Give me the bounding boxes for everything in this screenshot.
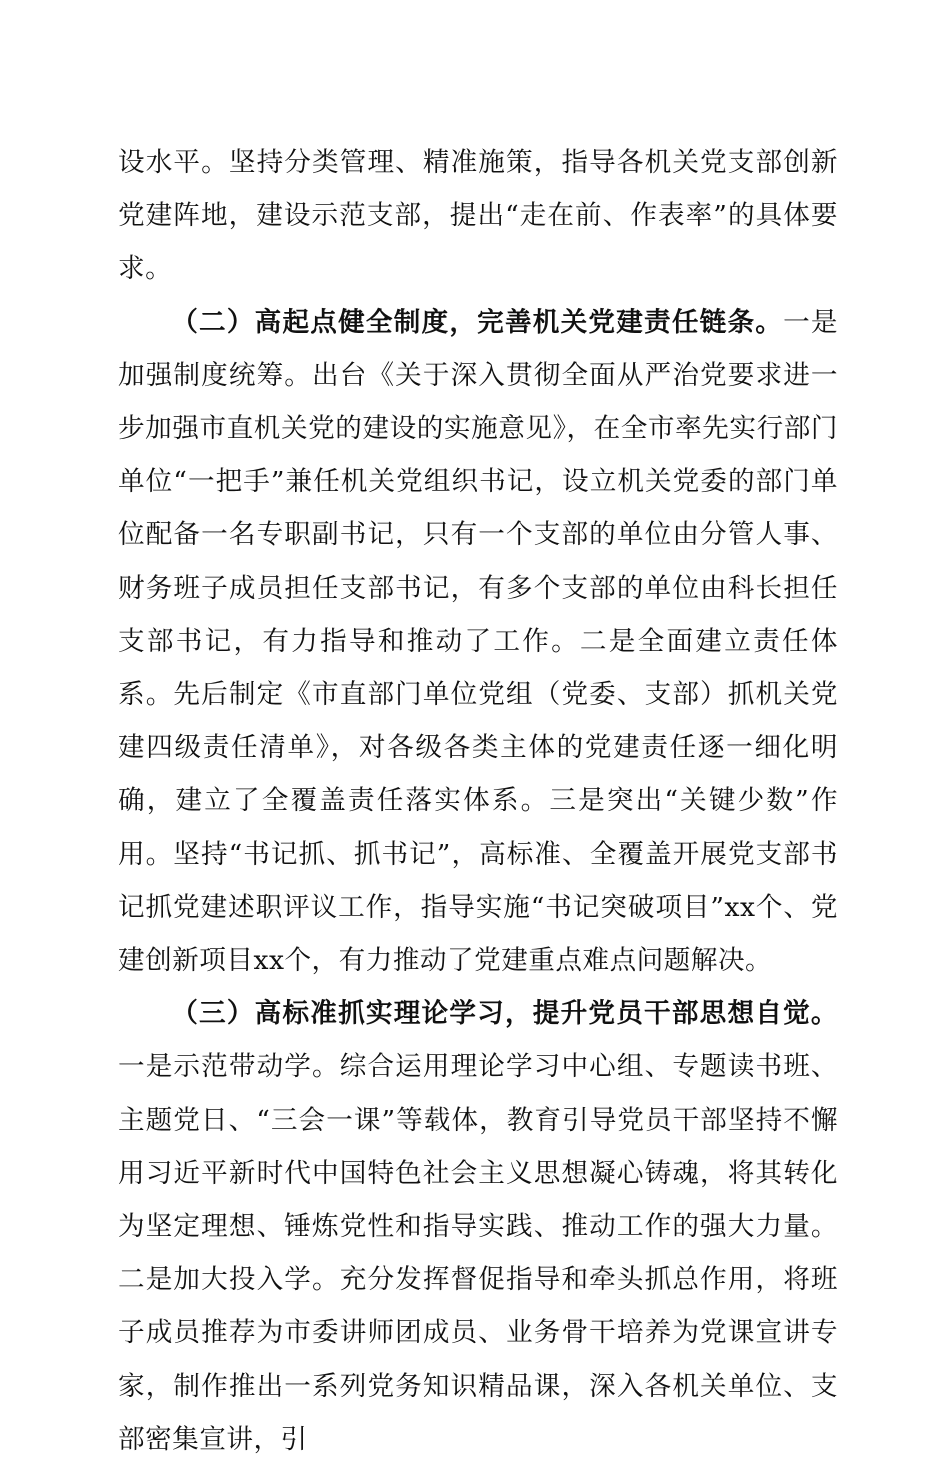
- section-3-body: 一是示范带动学。综合运用理论学习中心组、专题读书班、主题党日、“三会一课”等载体，教育引导党员干部坚持不懈用习近平新时代中国特色社会主义思想凝心铸魂，将其转化为坚定理想、锤炼党性和指导实践、推动工作的强大力量。二是加大投入学。充分发挥督促指导和牵头抓总作用，将班子成员推荐为市委讲师团成员、业务骨干培养为党课宣讲专家，制作推出一系列党务知识精品课，深入各机关单位、支部密集宣讲，引: [118, 1051, 838, 1455]
- paragraph-section-3: [118, 987, 838, 1466]
- paragraph-section-2: [118, 296, 838, 988]
- paragraph-continued-text: 设水平。坚持分类管理、精准施策，指导各机关党支部创新党建阵地，建设示范支部，提出“走在前、作表率”的具体要求。: [118, 147, 838, 285]
- paragraph-continued: [118, 136, 838, 296]
- document-page: [118, 136, 838, 1466]
- section-3-heading: （三）高标准抓实理论学习，提升党员干部思想自觉。: [171, 998, 838, 1030]
- section-2-heading: （二）高起点健全制度，完善机关党建责任链条。: [171, 306, 784, 338]
- section-2-body: 一是加强制度统筹。出台《关于深入贯彻全面从严治党要求进一步加强市直机关党的建设的实施意见》，在全市率先实行部门单位“一把手”兼任机关党组织书记，设立机关党委的部门单位配备一名专职副书记，只有一个支部的单位由分管人事、财务班子成员担任支部书记，有多个支部的单位由科长担任支部书记，有力指导和推动了工作。二是全面建立责任体系。先后制定《市直部门单位党组（党委、支部）抓机关党建四级责任清单》，对各级各类主体的党建责任逐一细化明确，建立了全覆盖责任落实体系。三是突出“关键少数”作用。坚持“书记抓、抓书记”，高标准、全覆盖开展党支部书记抓党建述职评议工作，指导实施“书记突破项目”xx个、党建创新项目xx个，有力推动了党建重点难点问题解决。: [118, 306, 839, 977]
